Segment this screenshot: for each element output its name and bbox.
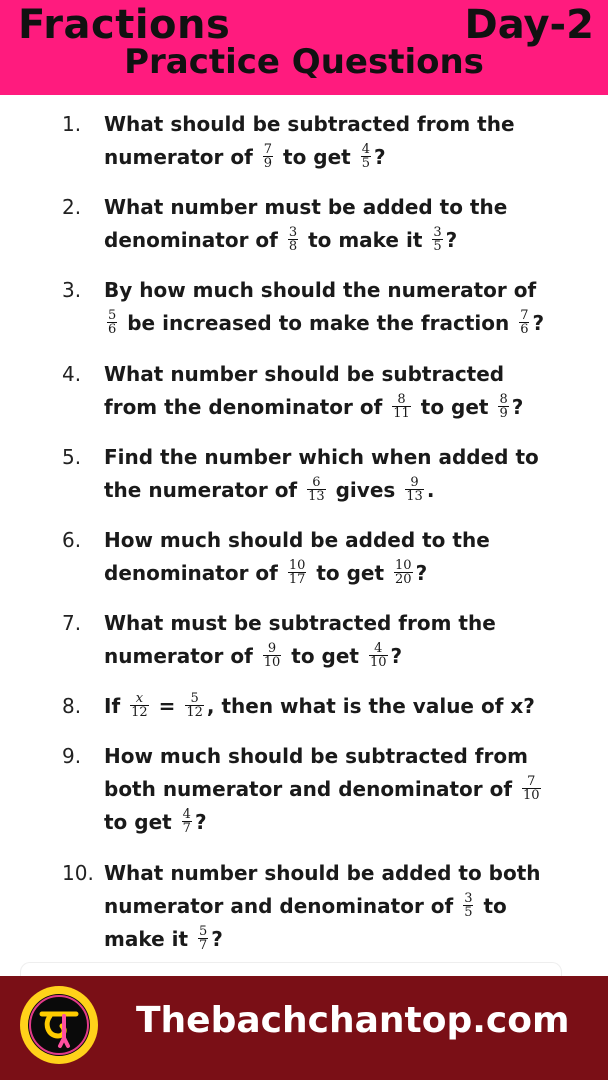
fraction-numerator: 4 — [374, 641, 383, 656]
fraction-numerator: 10 — [288, 558, 306, 573]
fraction — [307, 476, 326, 503]
t-pen-logo-icon[interactable] — [20, 986, 98, 1064]
question-text-segment: ? — [211, 927, 223, 951]
fraction — [519, 309, 529, 336]
fraction — [185, 692, 204, 719]
question-line — [104, 358, 582, 391]
question-text-segment: How much should be subtracted from — [104, 744, 528, 768]
question-text-segment: to get — [413, 395, 496, 419]
fraction-numerator: 5 — [190, 691, 199, 706]
question-text — [104, 690, 582, 723]
question-number: 7. — [62, 611, 82, 635]
fraction — [463, 892, 473, 919]
fraction — [107, 309, 117, 336]
fraction-denominator: 7 — [182, 821, 191, 836]
fraction-denominator: 10 — [369, 655, 387, 670]
question-text-segment: from the denominator of — [104, 395, 390, 419]
fraction-denominator: 13 — [406, 489, 423, 504]
question-text-segment: the numerator of — [104, 478, 305, 502]
fraction — [432, 226, 442, 253]
question-line — [104, 524, 582, 557]
question-text-segment: What number should be subtracted — [104, 362, 505, 386]
question-item — [62, 274, 582, 340]
question-line — [104, 307, 582, 340]
fraction-numerator: 3 — [433, 225, 442, 240]
question-text — [104, 274, 582, 340]
question-text — [104, 191, 582, 257]
fraction — [182, 808, 192, 835]
fraction-numerator: 9 — [267, 641, 277, 656]
question-text-segment: to get — [276, 145, 358, 169]
fraction-numerator: 5 — [108, 308, 117, 323]
question-text-segment: to — [476, 894, 507, 918]
question-item — [62, 857, 582, 956]
question-item — [62, 108, 582, 174]
question-line — [104, 224, 582, 257]
question-line — [104, 640, 582, 673]
fraction-denominator: 6 — [520, 322, 529, 337]
fraction-numerator: 3 — [464, 891, 473, 906]
fraction-denominator: 17 — [288, 572, 306, 587]
question-line — [104, 890, 582, 923]
question-text-segment: ? — [390, 644, 403, 668]
fraction — [198, 925, 208, 952]
question-item — [62, 607, 582, 673]
question-text-segment: ? — [415, 561, 428, 585]
day-label: Day-2 — [464, 2, 594, 48]
page-title: Fractions — [18, 2, 231, 48]
fraction-numerator: 6 — [312, 475, 321, 490]
question-text-segment: both numerator and denominator of — [104, 777, 520, 801]
fraction-numerator: 8 — [397, 392, 406, 407]
question-text — [104, 740, 582, 839]
question-line — [104, 108, 582, 141]
question-text-segment: ? — [194, 810, 207, 834]
question-text-segment: , then what is the value of x? — [206, 694, 535, 718]
question-text — [104, 358, 582, 424]
question-number: 5. — [62, 445, 82, 469]
question-text-segment: numerator of — [104, 644, 260, 668]
question-text-segment: . — [426, 478, 435, 502]
question-text-segment: make it — [104, 927, 196, 951]
fraction-denominator: 5 — [361, 156, 370, 171]
fraction — [394, 559, 413, 586]
question-line — [104, 740, 582, 773]
question-text — [104, 441, 582, 507]
question-number: 6. — [62, 528, 82, 552]
fraction-denominator: 9 — [263, 156, 273, 171]
fraction — [405, 476, 424, 503]
fraction-numerator: 3 — [288, 225, 298, 240]
question-text-segment: ? — [445, 228, 458, 252]
fraction — [288, 559, 307, 586]
question-line — [104, 773, 582, 806]
fraction-denominator: 5 — [464, 905, 473, 920]
question-text-segment: numerator and denominator of — [104, 894, 461, 918]
question-text-segment: What must be subtracted from the — [104, 611, 496, 635]
question-number: 4. — [62, 362, 82, 386]
fraction — [498, 393, 508, 420]
question-line — [104, 141, 582, 174]
question-number: 1. — [62, 112, 82, 136]
question-text-segment: to get — [309, 561, 392, 585]
question-line — [104, 857, 582, 890]
question-text-segment: ? — [373, 145, 386, 169]
question-text — [104, 857, 582, 956]
question-line — [104, 441, 582, 474]
fraction-numerator: 5 — [199, 924, 208, 939]
question-text-segment: to make it — [301, 228, 430, 252]
logo-glyph — [28, 994, 90, 1056]
fraction-denominator: 12 — [186, 705, 203, 720]
question-item — [62, 358, 582, 424]
question-item — [62, 524, 582, 590]
fraction-numerator: 8 — [499, 392, 508, 407]
question-text-segment: If — [104, 694, 128, 718]
question-number: 8. — [62, 694, 82, 718]
fraction-denominator: 13 — [308, 489, 325, 504]
question-line — [104, 474, 582, 507]
fraction-numerator: 10 — [395, 558, 412, 573]
fraction-denominator: 6 — [108, 322, 117, 337]
question-line — [104, 690, 582, 723]
footer-banner — [0, 976, 608, 1080]
fraction — [361, 143, 371, 170]
fraction-numerator: 9 — [410, 475, 419, 490]
question-line — [104, 607, 582, 640]
fraction-denominator: 11 — [393, 406, 410, 421]
fraction-numerator: x — [135, 691, 144, 706]
question-text-segment: gives — [328, 478, 403, 502]
fraction-numerator: 7 — [520, 308, 529, 323]
question-text-segment: ? — [511, 395, 524, 419]
fraction — [392, 393, 411, 420]
question-line — [104, 191, 582, 224]
question-text-segment: How much should be added to the — [104, 528, 490, 552]
fraction — [263, 642, 282, 669]
question-item — [62, 740, 582, 839]
fraction — [263, 143, 273, 170]
question-line — [104, 923, 582, 956]
question-text-segment: What number should be added to both — [104, 861, 541, 885]
question-text-segment: ? — [532, 311, 545, 335]
header-banner — [0, 0, 608, 95]
question-number: 3. — [62, 278, 82, 302]
question-line — [104, 806, 582, 839]
question-text-segment: to get — [284, 644, 366, 668]
site-link[interactable]: Thebachchantop.com — [136, 1000, 570, 1041]
question-item — [62, 690, 582, 723]
question-text-segment: be increased to make the fraction — [120, 311, 517, 335]
fraction — [130, 692, 149, 719]
question-text — [104, 108, 582, 174]
question-line — [104, 557, 582, 590]
bottom-card-edge — [20, 962, 562, 977]
fraction-denominator: 10 — [523, 788, 540, 803]
question-line — [104, 391, 582, 424]
fraction-denominator: 20 — [395, 572, 412, 587]
fraction-denominator: 12 — [131, 705, 148, 720]
fraction-numerator: 7 — [263, 142, 273, 157]
question-text-segment: to get — [104, 810, 179, 834]
question-text-segment: By how much should the numerator of — [104, 278, 537, 302]
question-number: 9. — [62, 744, 82, 768]
question-text-segment: = — [151, 694, 183, 718]
question-number: 2. — [62, 195, 82, 219]
fraction — [369, 642, 388, 669]
fraction-numerator: 4 — [361, 142, 370, 157]
fraction-denominator: 10 — [263, 655, 281, 670]
fraction — [522, 775, 541, 802]
question-text-segment: denominator of — [104, 561, 285, 585]
question-item — [62, 441, 582, 507]
question-item — [62, 191, 582, 257]
question-text — [104, 524, 582, 590]
question-text-segment: What number must be added to the — [104, 195, 508, 219]
fraction-numerator: 7 — [527, 774, 536, 789]
fraction-denominator: 8 — [288, 239, 298, 254]
fraction-numerator: 4 — [182, 807, 191, 822]
fraction-denominator: 5 — [433, 239, 442, 254]
question-text-segment: Find the number which when added to — [104, 445, 539, 469]
fraction-denominator: 7 — [199, 938, 208, 953]
question-text — [104, 607, 582, 673]
page-subtitle: Practice Questions — [124, 42, 484, 82]
fraction — [288, 226, 298, 253]
fraction-denominator: 9 — [499, 406, 508, 421]
question-text-segment: denominator of — [104, 228, 285, 252]
question-number: 10. — [62, 861, 94, 885]
question-text-segment: What should be subtracted from the — [104, 112, 515, 136]
question-text-segment: numerator of — [104, 145, 260, 169]
question-line — [104, 274, 582, 307]
